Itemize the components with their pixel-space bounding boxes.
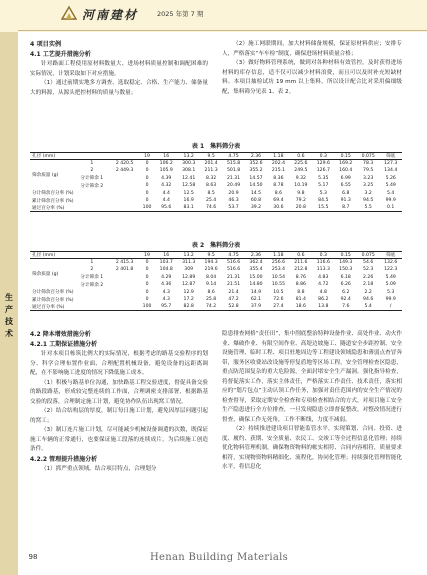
paragraph: 针对本项目栋筑比例大的实际情况，根据考虑的路基交验程序的划分、科学合理布置作业面、合理配置机械设备，避免设备的远距离调配，在不影响施工进度的情况下降低施工成本。 — [30, 351, 208, 376]
table-cell: 21.31 — [226, 274, 241, 280]
magazine-logo-icon — [60, 5, 78, 21]
table-cell: 5.35 — [318, 175, 329, 181]
sieve-size-cell: 19 — [139, 252, 155, 259]
sieve-size-cell: 0.15 — [335, 252, 357, 259]
table-row — [30, 167, 402, 174]
table-cell: 14.50 — [249, 183, 263, 189]
paragraph: （1）抓严重点领域。结合项目特点，合理划分 — [41, 465, 157, 472]
table-cell: 91.3 — [340, 198, 351, 204]
table-cell: 516.6 — [226, 267, 241, 273]
subsection-heading: 4.1 工艺提升措施分析 — [30, 51, 91, 58]
row-label-cell: 累计筛余百分率 (%) — [32, 297, 74, 303]
table-cell: 47.2 — [228, 297, 239, 303]
table-cell: 129.6 — [316, 161, 330, 167]
table-cell: 12.5 — [183, 190, 194, 196]
table-cell: 9.8 — [297, 190, 305, 196]
group-label-cell: 筛余质量 (g) — [32, 271, 59, 277]
table-cell: 16.9 — [183, 198, 194, 204]
table-cell: 25.8 — [205, 297, 217, 303]
table-row — [30, 303, 402, 310]
table-cell: 6.18 — [340, 274, 351, 280]
table-cell: 46.3 — [228, 198, 239, 204]
table-cell: 5.17 — [318, 183, 329, 189]
table-cell: 113.3 — [316, 267, 330, 273]
sieve-size-cell: 4.75 — [222, 252, 244, 259]
paragraph: （1）积极与路基单位沟通，加快路基工程交验进度，督促具备交验的路段路基，形成较完整连续的工作面，合理调密支排部署，根据路基交验的段落，合理制定施工计划，避免协作队伍出现窝工情况。 — [30, 379, 208, 405]
table-cell: 7.6 — [335, 303, 357, 310]
row-label-cell: 分计筛余百分率 (%) — [32, 191, 74, 197]
table-cell: 0 — [145, 297, 149, 303]
table-cell: 4.36 — [161, 282, 172, 288]
sieve-size-cell: 0.075 — [357, 252, 379, 259]
table-cell: 17.2 — [183, 297, 194, 303]
table-cell: 21.51 — [226, 282, 241, 288]
table-cell: 83.1 — [177, 204, 199, 211]
row-label-cell: 2 — [90, 267, 94, 273]
table-cell: 106.2 — [159, 161, 173, 167]
subsection-heading: 4.2.2 管理提升措施分析 — [30, 455, 98, 463]
table-cell: 202.4 — [271, 161, 285, 167]
table-cell: 10.55 — [271, 282, 285, 288]
table-cell: 100 — [139, 303, 155, 310]
table-cell: 6.55 — [340, 183, 351, 189]
table-cell: 0 — [145, 190, 149, 196]
total-mass-cell — [110, 281, 139, 288]
table-cell: 8.8 — [297, 289, 305, 295]
table-cell: 126.7 — [316, 168, 330, 174]
table-cell: 212.8 — [294, 267, 308, 273]
table-row — [30, 182, 402, 189]
table-row — [30, 204, 402, 211]
table-cell: 5.49 — [385, 183, 396, 189]
paragraph: （1）通过前期实地多方调查，选取稳定、合格、生产能力、储备量大的料源，从源头把控材料的质量与数量； — [30, 80, 208, 96]
table-cell: 3.25 — [363, 183, 374, 189]
magazine-brand: 河南建材 — [82, 8, 139, 22]
table-cell: 72.6 — [273, 297, 284, 303]
total-mass-cell: 2 449.3 — [115, 168, 134, 174]
table-cell: 94.6 — [363, 297, 374, 303]
table-cell: 9.14 — [205, 282, 217, 288]
table-cell: 18.6 — [290, 303, 312, 310]
table-cell: 5.4 — [387, 190, 395, 196]
table-cell: 0 — [145, 282, 149, 288]
sieve-size-cell: 0.15 — [335, 153, 357, 160]
table-cell: 194.3 — [204, 260, 218, 266]
table-cell: 20.9 — [228, 190, 239, 196]
table-cell: 116.6 — [316, 260, 330, 266]
table-cell: 149.3 — [339, 260, 353, 266]
table-header-row — [30, 153, 402, 160]
sieve-size-cell: 1.18 — [267, 153, 289, 160]
table-row — [30, 189, 402, 196]
sieve-size-header: 孔径 (mm) — [30, 252, 139, 259]
paragraph: （3）做好物料管理系统，做到对各种材料有效管控，及时获得进场材料的库存信息，适不仅可以减少材料浪费，而且可以及时补充短缺材料。本项目抽检试坊 19 mm 以上集料，所以设计配合比对采用偏细级配，集料筛分见表 1、表 2。 — [222, 60, 402, 95]
table-row — [30, 274, 402, 281]
table-cell: 5.4 — [357, 303, 379, 310]
issue-label: 2025 年第 7 期 — [157, 10, 204, 18]
group-label-cell: 筛余质量 (g) — [32, 172, 59, 178]
column-label: 生产技术 — [5, 293, 13, 338]
table-row — [30, 197, 402, 204]
sieve-size-cell: 9.5 — [200, 252, 222, 259]
header-rule — [18, 30, 427, 31]
table-cell: 62.1 — [250, 297, 262, 303]
table-cell: 94.5 — [363, 198, 374, 204]
table-cell: 2.18 — [363, 282, 374, 288]
table-cell: 219.6 — [204, 267, 218, 273]
table-cell: 86.2 — [318, 297, 329, 303]
table-cell: 84.5 — [318, 198, 329, 204]
sieve-size-header: 孔径 (mm) — [30, 153, 139, 160]
table-cell: 10.54 — [271, 274, 285, 280]
table2-caption: 表 2 集料筛分表 — [191, 242, 241, 249]
row-label-cell: 通过百分率 (%) — [30, 303, 139, 310]
row-label-cell: 分计筛余 1 — [80, 275, 104, 281]
table-cell: 122.3 — [384, 267, 398, 273]
table-cell: 15.5 — [312, 204, 334, 211]
total-mass-cell: 2 415.3 — [115, 260, 134, 266]
table1-caption: 表 1 集料筛分表 — [191, 143, 241, 150]
table-cell: 79.5 — [363, 168, 374, 174]
table-cell: 8.78 — [273, 183, 284, 189]
sieve-size-cell: 4.75 — [222, 153, 244, 160]
table-cell: 362.4 — [249, 260, 263, 266]
row-label-cell: 2 — [90, 168, 94, 174]
table1 — [30, 152, 402, 212]
total-mass-cell — [110, 175, 139, 182]
sieve-size-cell: 2.36 — [245, 153, 267, 160]
table-cell: 4.4 — [162, 190, 170, 196]
table-cell: 103.7 — [159, 260, 173, 266]
table-cell: 105.9 — [159, 168, 173, 174]
table-cell: 0 — [145, 175, 149, 181]
table-cell: 5.3 — [319, 190, 327, 196]
row-label-cell: 分计筛余百分率 (%) — [32, 290, 74, 296]
paragraph: 隐患排查网格“责任田”，集中削底整治特种设备作业、高处作业、动火作业、爆破作业、有限空间作业、高堤边坡施工、隧道安全步距控制、安全设施管理、临时工程、项目驻地周边等工程建设领域隐患和薄弱点查冒奔带，服务区收费站改设施等停复盾地等区场工程，安全管理检查区隐患，重点防范围复杂的重大危险源，全面封堵安全生产漏洞。强化指导检查，将督促落实工作，落实主体责任，严格落实工作责任、技术责任，落实相应的“划片包点”主动认领工作任务，加强对责任范围内的安全生产情况的检查督导，采取定期安全检查和专项检查相结合的方式，对项目施工安全生产隐患进行全方位排查，一旦发现隐患立即督促整改，对整改情况进行督查，确保工作无死角，工作不断线，力度不减弱。 — [222, 331, 402, 423]
table-cell: 355.2 — [249, 168, 263, 174]
table-cell: 20.49 — [226, 183, 241, 189]
table-cell: 14.80 — [249, 282, 263, 288]
table-cell: 53.7 — [222, 204, 244, 211]
table-cell: 8.32 — [205, 175, 217, 181]
table-cell: 54.6 — [363, 260, 374, 266]
table-cell: 99.9 — [385, 297, 396, 303]
table-cell: 74.2 — [200, 303, 222, 310]
table-row — [30, 160, 402, 167]
table-cell: 8.5 — [207, 190, 215, 196]
table-row — [30, 259, 402, 266]
table-cell: 74.6 — [200, 204, 222, 211]
table-cell: 6.26 — [340, 282, 351, 288]
table-cell: 4.72 — [318, 282, 329, 288]
sieve-size-cell: 0.075 — [357, 153, 379, 160]
side-column-strip — [0, 32, 18, 575]
table-cell: 215.1 — [271, 168, 285, 174]
table-cell: 69.4 — [273, 198, 284, 204]
row-label-cell: 通过百分率 (%) — [30, 204, 139, 211]
table-row — [30, 288, 402, 295]
table-cell: 8.63 — [205, 183, 217, 189]
table-cell: 0 — [145, 161, 149, 167]
sieve-size-cell: 筛底 — [379, 153, 402, 160]
table-cell: 8.7 — [335, 204, 357, 211]
table-cell: 10.19 — [294, 183, 308, 189]
table-cell: 355.4 — [249, 267, 263, 273]
table-cell: 160.4 — [339, 168, 353, 174]
table-cell: 8.6 — [274, 190, 283, 196]
table-cell: 501.8 — [226, 168, 241, 174]
table-cell: 104.8 — [159, 267, 173, 273]
total-mass-cell — [110, 182, 139, 189]
table-cell: 0 — [145, 267, 149, 273]
row-label-cell: 分计筛余 2 — [80, 183, 104, 189]
sieve-size-cell: 16 — [155, 153, 177, 160]
paragraph: （2）施工网联期间，加大材料储备规模，保证原材料供应；安排专人，严格落实“车车检”制度，确保进场材料质量合格； — [222, 41, 402, 57]
table-cell: 25.4 — [205, 198, 217, 204]
subsection-heading: 4.2.1 工期保证措施分析 — [30, 341, 98, 348]
table-cell: 4.8 — [319, 289, 327, 295]
sieve-size-cell: 0.6 — [290, 153, 312, 160]
sieve-size-cell: 0.6 — [290, 252, 312, 259]
table-cell: 4.29 — [161, 274, 172, 280]
left-bottom-column — [30, 330, 208, 474]
table-cell: 6.2 — [342, 289, 350, 295]
table-cell: 12.9 — [183, 289, 194, 295]
row-label-cell: 累计筛余百分率 (%) — [32, 198, 74, 204]
table-cell: 0 — [145, 198, 149, 204]
paragraph: 针对路面工程使用原材料数量大、进场材料质量控制和调配困难的实际情况，计划采取如下对应措施。 — [30, 61, 208, 77]
footer-magazine-name: Henan Building Materials — [150, 552, 289, 563]
sieve-size-cell: 0.3 — [312, 252, 334, 259]
table-cell: 8.04 — [205, 274, 217, 280]
table-cell: 225.6 — [294, 161, 308, 167]
table-cell: 10.5 — [273, 289, 284, 295]
table-cell: 8.76 — [295, 274, 306, 280]
table-cell: 8.86 — [295, 282, 306, 288]
sieve-size-cell: 13.2 — [177, 252, 199, 259]
paragraph: （2）持续推进建设项目智能监管水平，实现策划、合同、投资、进度、履约、获期、安全质量、农民工、交竣工等全过程信息化管理；持续优化物料管理机制，确保物资物料的帐实相符、合同内容相符，质量要求相符，实现物资物料精细化、流程化，协同化管理；持续强化管理智能化水平，将信息化 — [222, 426, 402, 470]
paragraph: （3）制订连片施工计划，尽可能减少机械设备调遣的次数，既保证施工车辆的正常通行，也要保证施工段落的连续成片，为后续施工创造条件。 — [30, 427, 208, 452]
table-cell: 309 — [184, 267, 194, 273]
total-mass-cell — [110, 274, 139, 281]
table-cell: 6.99 — [340, 175, 351, 181]
table-cell: 8.36 — [273, 175, 284, 181]
table-row — [30, 175, 402, 182]
table-cell: 249.5 — [294, 168, 308, 174]
table-cell: 14.5 — [250, 190, 262, 196]
table-cell: 82.8 — [177, 303, 199, 310]
section-heading: 4 项目实例 — [30, 41, 62, 48]
table-cell: 13.8 — [312, 303, 334, 310]
table-cell: 12.89 — [182, 274, 196, 280]
table-header-row — [30, 252, 402, 259]
table-cell: 5.5 — [357, 204, 379, 211]
table-cell: 12.58 — [182, 183, 196, 189]
table-cell: 4.39 — [161, 175, 172, 181]
table-cell: 12.41 — [182, 175, 196, 181]
table-cell: 100 — [139, 204, 155, 211]
table-cell: 14.9 — [250, 289, 262, 295]
table-cell: 60.8 — [250, 198, 262, 204]
table-cell: 201.4 — [204, 161, 218, 167]
total-mass-cell: 2 401.8 — [115, 267, 134, 273]
table-cell: 79.2 — [295, 198, 306, 204]
table-cell: 99.9 — [385, 198, 396, 204]
table-cell: 127.3 — [384, 161, 398, 167]
table-cell: 0 — [145, 274, 149, 280]
table-cell: 5.49 — [385, 274, 396, 280]
table-cell: 0.1 — [379, 204, 402, 211]
table-row — [30, 266, 402, 273]
page-header — [0, 0, 427, 32]
table-cell: 0 — [145, 168, 149, 174]
table-cell: 20.8 — [290, 204, 312, 211]
table-cell: 352.6 — [249, 161, 263, 167]
table-cell: 2.2 — [364, 289, 372, 295]
table-cell: 311.3 — [182, 260, 196, 266]
table-cell: 211.3 — [204, 168, 218, 174]
table-cell: 95.6 — [155, 204, 177, 211]
table-cell: 52.3 — [363, 267, 374, 273]
table-cell: 95.7 — [155, 303, 177, 310]
table-cell: 5.09 — [385, 282, 396, 288]
left-top-column — [30, 40, 208, 98]
table-cell: 8.6 — [207, 289, 215, 295]
table-cell: 4.3 — [162, 297, 170, 303]
right-bottom-column — [222, 330, 402, 473]
subsection-heading: 4.2 降本增效措施分析 — [30, 331, 91, 338]
table-cell: 169.2 — [339, 161, 353, 167]
table-cell: 30.6 — [267, 204, 289, 211]
table-cell: 134.4 — [384, 168, 398, 174]
sieve-size-cell: 1.18 — [267, 252, 289, 259]
table-cell: 52.8 — [222, 303, 244, 310]
sieve-size-cell: 0.3 — [312, 153, 334, 160]
table-cell: 5.3 — [387, 289, 395, 295]
right-top-column — [222, 40, 402, 97]
table-cell: 9.32 — [295, 175, 306, 181]
table-cell: 132.6 — [384, 260, 398, 266]
table-cell: 515.8 — [226, 161, 241, 167]
table-cell: 21.4 — [228, 289, 239, 295]
row-label-cell: 分计筛余 1 — [80, 176, 104, 182]
table-cell: 211.6 — [294, 260, 308, 266]
table-cell: 81.4 — [295, 297, 306, 303]
paragraph: （2）结合结构层的厚度，制订每日施工计划，避免因厚层问题引起的窝工； — [30, 408, 208, 424]
row-label-cell: 1 — [90, 161, 94, 167]
table-cell: 0 — [145, 183, 149, 189]
table-cell: 300.3 — [182, 161, 196, 167]
table-cell: 21.31 — [226, 175, 241, 181]
table-cell: 37.9 — [245, 303, 267, 310]
row-label-cell: 分计筛余 2 — [80, 282, 104, 288]
table-cell: 0 — [145, 260, 149, 266]
sieve-size-cell: 16 — [155, 252, 177, 259]
total-mass-cell: 2 420.5 — [115, 161, 134, 167]
table-cell: 4.32 — [161, 183, 172, 189]
table-cell: 78.3 — [363, 161, 374, 167]
table-cell: 39.2 — [245, 204, 267, 211]
table-row — [30, 281, 402, 288]
table-cell: 150.3 — [339, 267, 353, 273]
sieve-size-cell: 2.36 — [245, 252, 267, 259]
table-cell: 253.4 — [271, 267, 285, 273]
table-cell: 92.4 — [340, 297, 351, 303]
table-cell: 5.26 — [385, 175, 396, 181]
table-cell: 6.8 — [342, 190, 350, 196]
table-cell: 3.23 — [363, 175, 374, 181]
table-cell: 15.00 — [249, 274, 263, 280]
table-cell: 256.6 — [271, 260, 285, 266]
table-cell: 14.57 — [249, 175, 263, 181]
table-cell: 27.4 — [267, 303, 289, 310]
table-cell: 2.26 — [363, 274, 374, 280]
table-cell: 0 — [145, 289, 149, 295]
sieve-size-cell: 筛底 — [379, 252, 402, 259]
table-row — [30, 296, 402, 303]
table-cell: 12.87 — [182, 282, 196, 288]
table-cell: 4.3 — [162, 289, 170, 295]
table-cell: 308.1 — [182, 168, 196, 174]
sieve-size-cell: 13.2 — [177, 153, 199, 160]
sieve-size-cell: 19 — [139, 153, 155, 160]
table-cell: 4.83 — [318, 274, 329, 280]
page-number: 98 — [28, 553, 38, 561]
sieve-size-cell: 9.5 — [200, 153, 222, 160]
table2 — [30, 251, 402, 311]
table-cell: / — [379, 303, 402, 310]
table-cell: 3.2 — [364, 190, 372, 196]
row-label-cell: 1 — [90, 260, 94, 266]
table-cell: 4.4 — [162, 198, 170, 204]
table-cell: 516.6 — [226, 260, 241, 266]
